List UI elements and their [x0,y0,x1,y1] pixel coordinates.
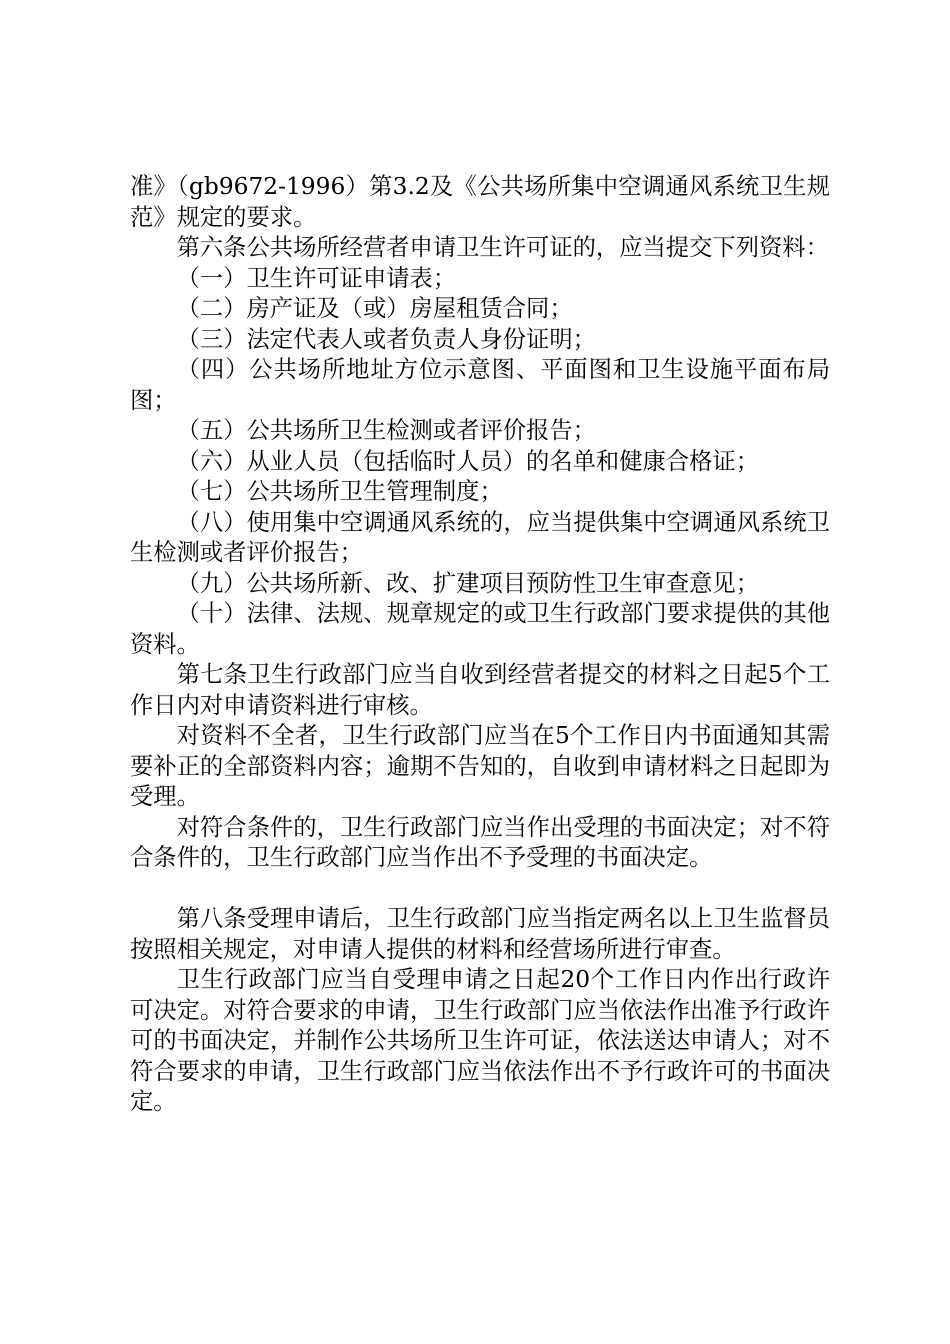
paragraph-article-7: 第七条卫生行政部门应当自收到经营者提交的材料之日起5个工作日内对申请资料进行审核。 [130,661,830,719]
paragraph-article-8: 第八条受理申请后，卫生行政部门应当指定两名以上卫生监督员按照相关规定，对申请人提供的材料和经营场所进行审查。 [130,905,830,963]
list-item-3: （三）法定代表人或者负责人身份证明； [176,325,596,353]
list-item-6: （六）从业人员（包括临时人员）的名单和健康合格证； [176,447,760,475]
list-item-1: （一）卫生许可证申请表； [176,264,457,292]
paragraph-article-6: 第六条公共场所经营者申请卫生许可证的，应当提交下列资料： [176,234,829,261]
paragraph-continuation: 准》（gb9672-1996）第3.2及《公共场所集中空调通风系统卫生规范》规定的要求。 [130,173,830,231]
list-item-2: （二）房产证及（或）房屋租赁合同； [176,295,573,322]
document-page [130,172,830,1118]
paragraph-incomplete-materials: 对资料不全者，卫生行政部门应当在5个工作日内书面通知其需要补正的全部资料内容；逾期不告知的，自收到申请材料之日起即为受理。 [130,722,830,810]
list-item-8: （八）使用集中空调通风系统的，应当提供集中空调通风系统卫生检测或者评价报告； [130,508,830,566]
list-item-9: （九）公共场所新、改、扩建项目预防性卫生审查意见； [176,569,760,597]
list-item-5: （五）公共场所卫生检测或者评价报告； [176,417,596,444]
list-item-10: （十）法律、法规、规章规定的或卫生行政部门要求提供的其他资料。 [130,600,830,658]
list-item-4: （四）公共场所地址方位示意图、平面图和卫生设施平面布局图； [130,356,830,414]
paragraph-permit-decision: 卫生行政部门应当自受理申请之日起20个工作日内作出行政许可决定。对符合要求的申请，卫生行政部门应当依法作出准予行政许可的书面决定，并制作公共场所卫生许可证，依法送达申请人；对不符合要求的申请，卫生行政部门应当依法作出不予行政许可的书面决定。 [130,966,830,1115]
list-item-7: （七）公共场所卫生管理制度； [176,478,503,505]
paragraph-acceptance-decision: 对符合条件的，卫生行政部门应当作出受理的书面决定；对不符合条件的，卫生行政部门应当作出不予受理的书面决定。 [130,813,830,871]
